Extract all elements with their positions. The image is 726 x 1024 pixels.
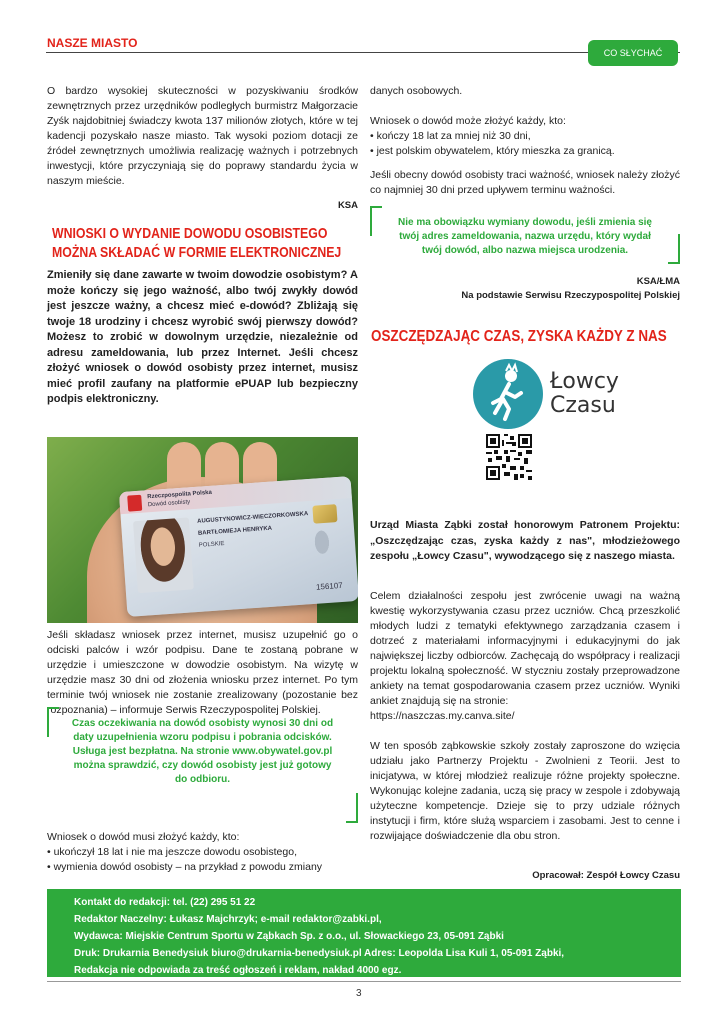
callout-right — [374, 216, 676, 258]
patron-text: Urząd Miasta Ząbki został honorowym Patronem Projektu: „Oszczędzając czas, zyska każdy z nas", młodzieżowego zespołu „Łowcy Czasu", wywodzącego się z naszego miasta. — [370, 519, 680, 562]
card-ghost-portrait — [310, 529, 334, 560]
body-text-2: Celem działalności zespołu jest zwrócenie uwagi na ważną kwestię wykorzystywania czasu przez uczniów. Chcą przeszkolić młodych ludzi z tematyki efektywnego zarządzania czasem i dotrzeć z materiałami informacyjnymi i edukacyjnymi do jak największej liczby odbiorców. Zachęcają do współpracy i realizacji projektu lokalną społeczność. W styczniu zostały przeprowadzone ankiety na temat gospodarowania czasem przez uczniów. Wyniki ankiet znajdują się na stronie: — [370, 590, 680, 707]
callout-line: do odbioru. — [175, 774, 230, 785]
signature-source: Na podstawie Serwisu Rzeczypospolitej Polskiej — [461, 290, 680, 301]
eagle-emblem-icon — [127, 495, 142, 512]
intro-text: O bardzo wysokiej skuteczności w pozyskiwaniu środków zewnętrznych przez urzędników podległych burmistrz Małgorzacie Zyśk najdobitniej świadczy kwota 137 milionów złotych, które w tej kadencji pozyskało nasze miasto. Tak wysoki poziom dotacji ze źródeł zewnętrznych umożliwia realizację ważnych i potrzebnych inwestycji, które przyczyniają się do poprawy standardu życia w naszym mieście. — [47, 85, 358, 187]
card-name: BARTŁOMIEJA HENRYKA — [197, 525, 273, 537]
imprint-line: Wydawca: Miejskie Centrum Sportu w Ząbkach Sp. z o.o., ul. Słowackiego 23, 05-091 Ząbki — [74, 931, 504, 942]
card-portrait — [133, 517, 194, 593]
headline-lowcy-czasu: OSZCZĘDZAJĄC CZAS, ZYSKA KAŻDY Z NAS — [371, 328, 667, 345]
body-paragraph-1 — [47, 628, 358, 718]
id-card-photo — [47, 437, 358, 623]
intro-paragraph — [47, 84, 358, 189]
headline-line-1: WNIOSKI O WYDANIE DOWODU OSOBISTEGO — [52, 225, 328, 242]
callout-line: Usługa jest bezpłatna. Na stronie www.obywatel.gov.pl — [72, 746, 333, 757]
callout-bracket-right — [668, 234, 680, 264]
callout-line: daty uzupełnienia wzoru podpisu i pobrania odcisków. — [73, 732, 332, 743]
section-title: NASZE MIASTO — [47, 36, 138, 50]
imprint-line: Redaktor Naczelny: Łukasz Majchrzyk; e-mail redaktor@zabki.pl, — [74, 914, 382, 925]
imprint-line: Kontakt do redakcji: tel. (22) 295 51 22 — [74, 897, 256, 908]
continuation — [370, 84, 680, 99]
callout-line: twój adres zameldowania, nazwa urzędu, który wydał — [399, 231, 651, 242]
card-doc-type: Dowód osobisty — [147, 499, 191, 509]
logo-wordmark — [550, 370, 619, 418]
logo-word-1: Łowcy — [550, 369, 619, 394]
id-card — [119, 476, 358, 617]
list-item: • kończy 18 lat za mniej niż 30 dni, — [370, 130, 531, 142]
lowcy-czasu-logo — [473, 359, 543, 429]
logo-word-2: Czasu — [550, 393, 616, 418]
lead-paragraph — [47, 268, 358, 408]
validity-text: Jeśli obecny dowód osobisty traci ważność, wniosek należy złożyć co najmniej 30 dni przed upływem terminu ważności. — [370, 169, 680, 196]
who-may-list — [370, 114, 680, 159]
continuation-text: danych osobowych. — [370, 85, 463, 97]
imprint-box — [47, 889, 681, 977]
who-may-title: Wniosek o dowód może złożyć każdy, kto: — [370, 115, 566, 127]
page-number: 3 — [356, 988, 362, 999]
project-url-link[interactable]: https://naszczas.my.canva.site/ — [370, 710, 515, 722]
patron-paragraph — [370, 518, 680, 565]
list-item: • wymienia dowód osobisty – na przykład z powodu zmiany — [47, 861, 323, 873]
body-text-3: W ten sposób ząbkowskie szkoły zostały zaproszone do wzięcia udziału jako Partnerzy Projektu - Zwolnieni z Teorii. Jest to inicjatywa, w której młodzież realizuje różne projekty społeczne. Wykonując kolejne zadania, uczą się pracy w zespole i zdobywają użyteczne kompetencje. Dzieje się to przy udziale różnych instytucji i firm, które służą wsparciem i zasobami. Jest to cenne i rozwijające doświadczenie dla obu stron. — [370, 740, 680, 842]
signature-ksa-lma: KSA/ŁMA — [636, 276, 680, 287]
card-surname: AUGUSTYNOWICZ-WIECZORKOWSKA — [196, 511, 309, 525]
callout-line: Czas oczekiwania na dowód osobisty wynosi 30 dni od — [71, 718, 334, 729]
qr-code-icon[interactable] — [486, 434, 532, 480]
callout-bracket-right — [346, 793, 358, 823]
lead-text: Zmieniły się dane zawarte w twoim dowodzie osobistym? A może kończy się jego ważność, albo twój zwykły dowód jest jeszcze ważny, a chcesz mieć e-dowód? Zbliżają się twoje 18 urodziny i chcesz wyrobić swój pierwszy dowód? Możesz to zrobić w dowolnym urzędzie, niezależnie od adresu zameldowania, lub przez Internet. Jeśli chcesz złożyć wniosek o dowód osobisty przez internet, musisz mieć profil zaufany na platformie ePUAP lub bezpieczny podpis elektroniczny. — [47, 269, 358, 405]
signature-ksa: KSA — [337, 200, 358, 211]
footer-rule — [47, 981, 681, 982]
validity-paragraph — [370, 168, 680, 198]
body-text-1: Jeśli składasz wniosek przez internet, musisz uzupełnić go o odciski palców i wzór podpisu. Dane te zostaną pobrane w urzędzie i umieszczone w dowodzie osobistym. Na wizytę w urzędzie masz 30 dni od złożenia wniosku przez internet. Po tym terminie twój wniosek nie zostanie zrealizowany (pozostanie bez rozpoznania) – informuje Serwis Rzeczypospolitej Polskiej. — [47, 629, 358, 716]
callout-line: twój dowód, albo nazwa miejsca urodzenia. — [421, 245, 629, 256]
callout-line: Nie ma obowiązku wymiany dowodu, jeśli zmienia się — [398, 217, 652, 228]
list-item: • ukończył 18 lat i nie ma jeszcze dowodu osobistego, — [47, 846, 297, 858]
runner-icon — [473, 359, 543, 429]
callout-left — [50, 717, 355, 787]
list-item: • jest polskim obywatelem, który mieszka za granicą. — [370, 145, 615, 157]
who-must-title: Wniosek o dowód musi złożyć każdy, kto: — [47, 831, 240, 843]
header-rule — [46, 52, 680, 53]
body-paragraph-3 — [370, 739, 680, 844]
imprint-line: Redakcja nie odpowiada za treść ogłoszeń i reklam, nakład 4000 egz. — [74, 965, 402, 976]
callout-line: można sprawdzić, czy dowód osobisty jest już gotowy — [73, 760, 332, 771]
who-must-list — [47, 830, 358, 875]
headline-line-2: MOŻNA SKŁADAĆ W FORMIE ELEKTRONICZNEJ — [52, 244, 342, 261]
card-nationality: POLSKIE — [198, 541, 225, 549]
body-paragraph-2 — [370, 589, 680, 724]
chip-icon — [312, 504, 337, 524]
prepared-by: Opracował: Zespół Łowcy Czasu — [532, 870, 680, 881]
section-tag: CO SŁYCHAĆ — [588, 40, 678, 66]
card-code: 156107 — [315, 580, 343, 592]
imprint-line: Druk: Drukarnia Benedysiuk biuro@drukarnia-benedysiuk.pl Adres: Leopolda Lisa Kuli 1, 05-091 Ząbki, — [74, 948, 565, 959]
card-issuer: Rzeczpospolita Polska — [147, 489, 213, 501]
